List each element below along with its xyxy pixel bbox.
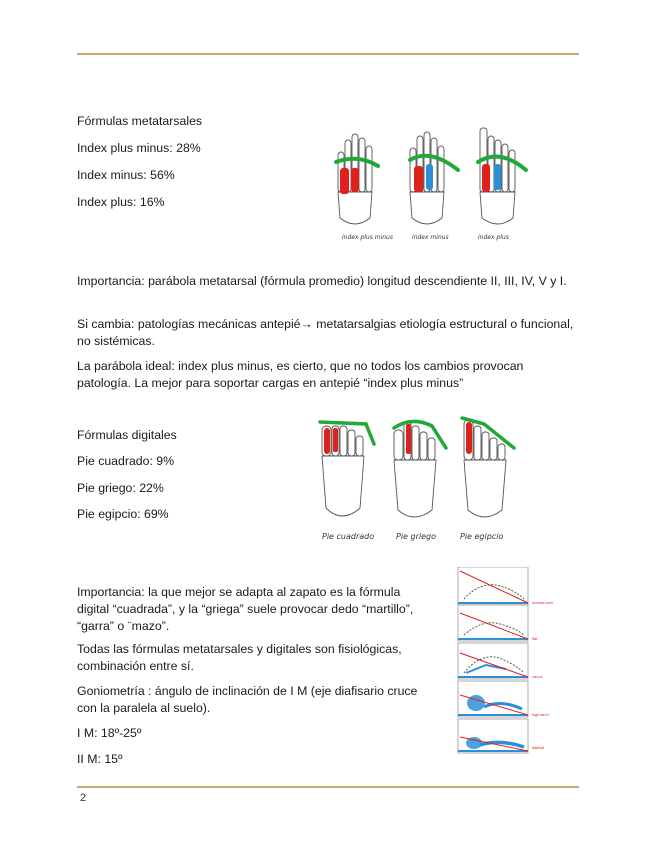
goniometry-panel [458, 605, 538, 641]
foot-greek [394, 422, 436, 517]
paragraph: Importancia: parábola metatarsal (fórmula promedio) longitud descendiente II, III, IV, V y I. [77, 274, 567, 288]
caption: index minus [412, 234, 449, 241]
goniometry-panel [458, 643, 542, 679]
paragraph: I M: 18º-25º [77, 726, 142, 740]
caption: Pie cuadrado [322, 532, 375, 541]
paragraph: Todas las fórmulas metatarsales y digitales son fisiológicas, combinación entre sí. [77, 642, 402, 673]
svg-text:high-arch: high-arch [532, 712, 549, 717]
goniometry-panel [458, 681, 549, 717]
caption: index plus [478, 234, 509, 241]
page-number: 2 [80, 792, 87, 804]
metatarsal-formula-figure [330, 118, 530, 244]
digital-item: Pie egipcio: 69% [77, 507, 169, 521]
goniometry-figure [456, 567, 568, 755]
red-metatarsals [340, 164, 490, 194]
bottom-rule [77, 786, 579, 788]
metatarsal-item: Index minus: 56% [77, 168, 175, 182]
digital-title: Fórmulas digitales [77, 428, 177, 442]
metatarsal-item: Index plus minus: 28% [77, 141, 201, 155]
paragraph: Goniometría : ángulo de inclinación de I M (eje diafisario cruce con la paralela al suelo). [77, 684, 418, 715]
svg-text:cavus: cavus [532, 674, 543, 679]
metatarsal-title: Fórmulas metatarsales [77, 114, 203, 128]
caption: Pie egipcio [460, 532, 504, 541]
svg-text:normal-arch: normal-arch [532, 600, 554, 605]
goniometry-panel [458, 567, 554, 605]
paragraph: II M: 15º [77, 752, 123, 766]
metatarsal-item: Index plus: 16% [77, 195, 165, 209]
svg-text:flat: flat [532, 636, 538, 641]
digital-item: Pie cuadrado: 9% [77, 454, 175, 468]
digital-item: Pie griego: 22% [77, 481, 164, 495]
caption: index plus minus [342, 234, 393, 241]
paragraph: La parábola ideal: index plus minus, es cierto, que no todos los cambios provocan patología. La mejor para soportar cargas en antepié “index plus minus” [77, 359, 524, 390]
paragraph: Importancia: la que mejor se adapta al zapato es la fórmula digital “cuadrada”, y la “griega” suele provocar dedo “martillo”, “garra” o ¨mazo”. [77, 585, 414, 633]
goniometry-panel [458, 719, 545, 753]
caption: Pie griego [396, 532, 436, 541]
digital-formula-figure [316, 412, 526, 544]
digital-line [320, 418, 514, 448]
paragraph: Si cambia: patologías mecánicas antepié→ metatarsalgias etiología estructural o funcional, no sistémicas. [77, 317, 574, 348]
svg-text:flatfoot: flatfoot [532, 745, 545, 750]
top-rule [77, 53, 579, 55]
